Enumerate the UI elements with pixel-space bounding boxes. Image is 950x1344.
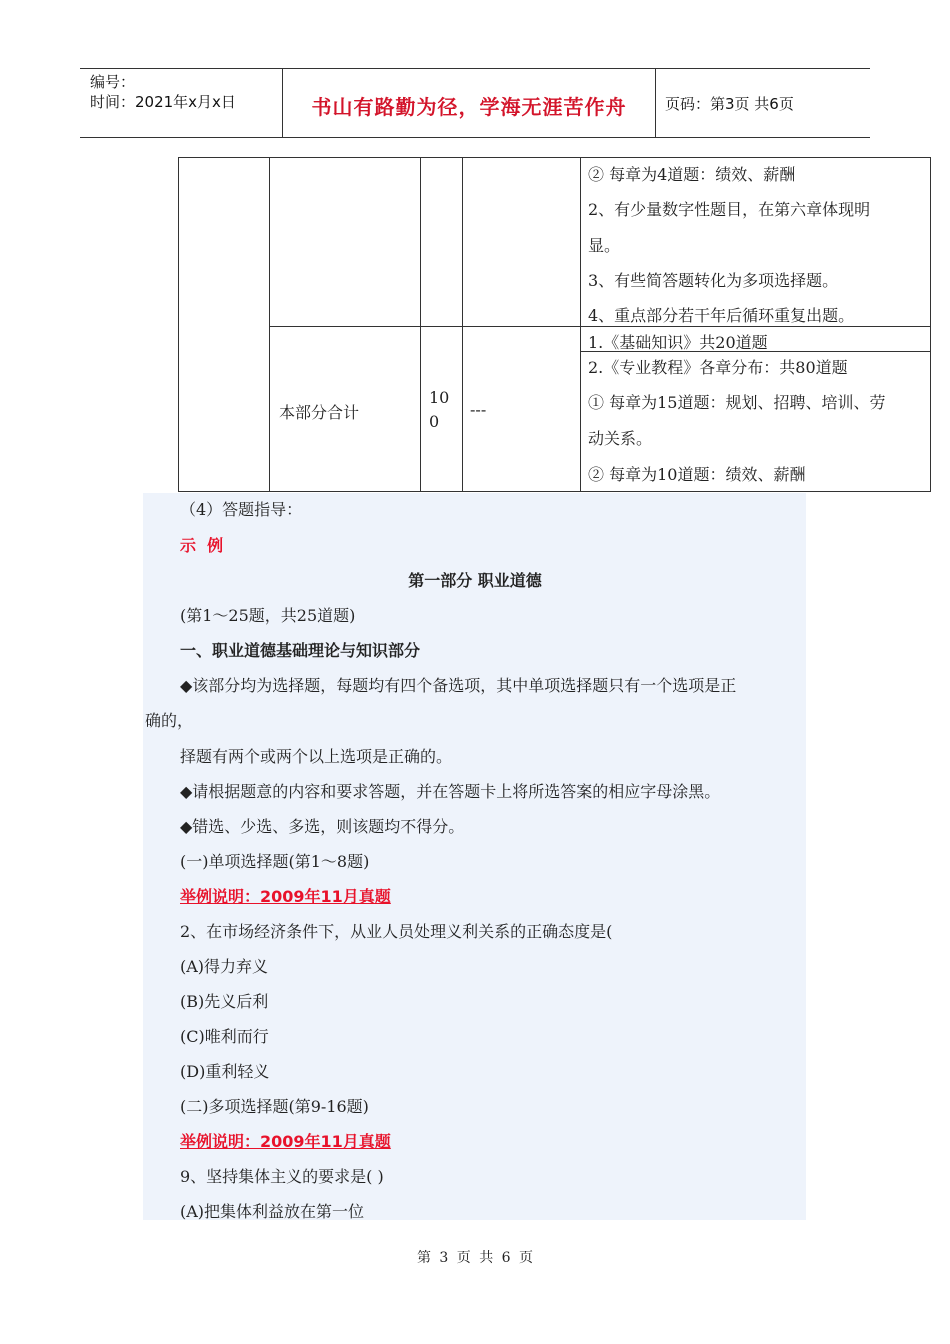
part-title: 第一部分 职业道德 bbox=[408, 571, 542, 590]
bullet-text: ◆该部分均为选择题，每题均有四个备选项，其中单项选择题只有一个选项是正 bbox=[180, 676, 737, 695]
option-text: (B)先义后利 bbox=[180, 992, 269, 1011]
row-divider bbox=[269, 326, 931, 327]
page-footer: 第 3 页 共 6 页 bbox=[416, 1250, 534, 1266]
subsection-heading: (一)单项选择题(第1～8题) bbox=[180, 852, 370, 871]
table-cell-text: 2、有少量数字性题目，在第六章体现明 bbox=[588, 200, 871, 219]
page-code: 页码：第3页 共6页 bbox=[665, 95, 794, 113]
count-value: 10 bbox=[429, 388, 450, 407]
table-cell-text: 2.《专业教程》各章分布：共80道题 bbox=[588, 358, 848, 377]
col-divider bbox=[269, 158, 270, 491]
option-text: (D)重利轻义 bbox=[180, 1062, 270, 1081]
table-cell-text: ① 每章为15道题：规划、招聘、培训、劳 bbox=[588, 393, 886, 412]
col-divider bbox=[462, 158, 463, 491]
document-header bbox=[80, 68, 870, 138]
guide-heading: （4）答题指导： bbox=[180, 500, 303, 519]
header-info-cell bbox=[80, 69, 283, 137]
question-text: 2、在市场经济条件下，从业人员处理义利关系的正确态度是( bbox=[180, 922, 613, 941]
count-value: 0 bbox=[429, 412, 440, 431]
col-divider bbox=[420, 158, 421, 491]
table-cell-text: ② 每章为4道题：绩效、薪酬 bbox=[588, 165, 796, 184]
example-note: 举例说明：2009年11月真题 bbox=[180, 1132, 391, 1151]
bullet-text: ◆请根据题意的内容和要求答题，并在答题卡上将所选答案的相应字母涂黑。 bbox=[180, 782, 721, 801]
header-page-cell bbox=[656, 69, 870, 137]
section-heading: 一、职业道德基础理论与知识部分 bbox=[180, 641, 421, 660]
time-label: 时间：2021年x月x日 bbox=[90, 93, 236, 111]
example-label: 示 例 bbox=[180, 536, 224, 555]
table-cell-text: 动关系。 bbox=[588, 429, 653, 448]
header-motto-cell bbox=[283, 69, 656, 137]
option-text: (A)得力弃义 bbox=[180, 957, 269, 976]
table-cell-text: 4、重点部分若干年后循环重复出题。 bbox=[588, 306, 855, 325]
range-text: (第1～25题，共25道题) bbox=[180, 606, 356, 625]
motto: 书山有路勤为径，学海无涯苦作舟 bbox=[311, 95, 627, 119]
table-cell-text: 显。 bbox=[588, 236, 621, 255]
table-cell-text: ② 每章为10道题：绩效、薪酬 bbox=[588, 465, 806, 484]
bullet-text: 择题有两个或两个以上选项是正确的。 bbox=[180, 747, 453, 766]
number-label: 编号： bbox=[90, 73, 136, 91]
question-text: 9、坚持集体主义的要求是( ) bbox=[180, 1167, 384, 1186]
table-cell-text: 1.《基础知识》共20道题 bbox=[588, 333, 768, 352]
option-text: (A)把集体利益放在第一位 bbox=[180, 1202, 365, 1221]
summary-label: 本部分合计 bbox=[279, 403, 360, 422]
bullet-text: ◆错选、少选、多选，则该题均不得分。 bbox=[180, 817, 465, 836]
subsection-heading: (二)多项选择题(第9-16题) bbox=[180, 1097, 369, 1116]
example-note: 举例说明：2009年11月真题 bbox=[180, 887, 391, 906]
table-cell-text: 3、有些简答题转化为多项选择题。 bbox=[588, 271, 839, 290]
option-text: (C)唯利而行 bbox=[180, 1027, 269, 1046]
dash-value: --- bbox=[470, 400, 487, 419]
bullet-text: 确的， bbox=[145, 711, 194, 730]
col-divider bbox=[580, 158, 581, 491]
